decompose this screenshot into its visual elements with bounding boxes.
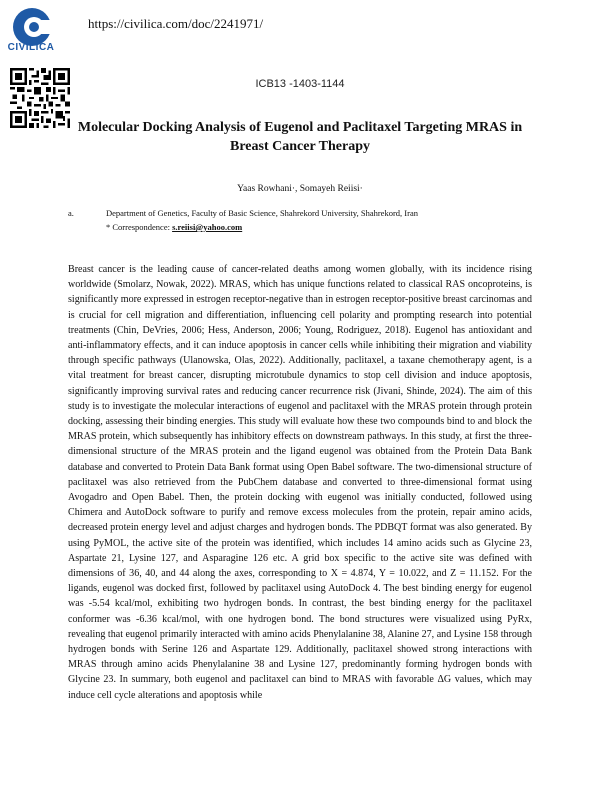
qr-code-icon	[10, 68, 70, 128]
affiliation-marker: a.	[68, 208, 74, 218]
correspondence-label: * Correspondence:	[106, 222, 173, 232]
correspondence-email-link[interactable]: s.reiisi@yahoo.com	[172, 222, 243, 232]
authors: Yaas Rowhani·, Somayeh Reiisi·	[237, 184, 363, 194]
correspondence	[106, 222, 242, 232]
paper-title: Molecular Docking Analysis of Eugenol and Paclitaxel Targeting MRAS in Breast Cancer Therapy	[77, 120, 523, 154]
affiliation: Department of Genetics, Faculty of Basic Science, Shahrekord University, Shahrekord, Iran	[106, 208, 418, 218]
paper-code: ICB13 -1403-1144	[255, 78, 345, 90]
document-url-link[interactable]: https://civilica.com/doc/2241971/	[88, 16, 264, 31]
logo-text: CIVILICA	[7, 42, 55, 53]
qr-code	[10, 68, 70, 128]
abstract-text: Breast cancer is the leading cause of cancer-related deaths among women globally, with its incidence rising worldwide (Smolarz, Nowak, 2022). MRAS, which has unique functions related to classical RAS oncoproteins, is significantly more expressed in estrogen receptor-negative than in estrogen receptor-positive breast carcinomas and is crucial for cell migration and differentiation, influencing cell polarity and prompting research into potential treatments (Chin, DeVries, 2006; Hess, Anderson, 2006; Young, Rodriguez, 2018). Eugenol has antioxidant and anti-inflammatory effects, and it can induce apoptosis in cancer cells while inhibiting their migration and viability through specific pathways (Ulanowska, Olas, 2022). Additionally, paclitaxel, a taxane chemotherapy agent, is a vital treatment for breast cancer, disrupting microtubule dynamics to stop cell division and induce apoptosis, significantly improving survival rates and reducing cancer recurrence risk (Jivani, Shinde, 2024). The aim of this study is to investigate the molecular interactions of eugenol and paclitaxel with the MRAS protein through protein docking, assessing their binding energies. This study will evaluate how these two compounds bind to and block the MRAS protein, which subsequently has inhibitory effects on downstream pathways. In this study, at first the three-dimensional structure of the MRAS protein and the ligand eugenol was obtained from the Protein Data Bank database and converted to Protein Data Bank format using Open Babel software. The two-dimensional structure of paclitaxel was also retrieved from the PubChem database and converted to three-dimensional format using Avogadro and Open Babel. Then, the protein docking with eugenol was initially conducted, followed using Chimera and AutoDock software to purify and remove excess molecules from the protein, repair amino acids, decreased protein energy level and adjust charges and hydrogen bonds. The PDBQT format was also generated. By using PyMOL, the active site of the protein was identified, which includes 14 amino acids such as Glycine 23, Aspartate 21, Lysine 127, and Asparagine 126 etc. A grid box specific to the active site was defined with dimensions of 36, 40, and 44 along the axes, corresponding to X = 4.874, Y = 10.022, and Z = 11.152. For the ligands, eugenol was docked first, followed by paclitaxel using AutoDock 4. The best binding energy for eugenol was -5.54 kcal/mol, exhibiting two hydrogen bonds. In contrast, the best binding energy for the paclitaxel conformer was -6.36 kcal/mol, with one hydrogen bond. The bond structures were visualized using PyRx, revealing that eugenol primarily interacted with amino acids Phenylalanine 38, Alanine 27, and Lysine 158 through hydrogen bonds with Serine 126 and Aspartate 129. Additionally, paclitaxel showed strong interactions with MRAS through amino acids Phenylalanine 38 and Lysine 127, predominantly forming hydrogen bonds with Glycine 23. In summary, both eugenol and paclitaxel can bind to MRAS with favorable ΔG values, which may induce cell cycle alterations and apoptosis while	[68, 264, 532, 701]
